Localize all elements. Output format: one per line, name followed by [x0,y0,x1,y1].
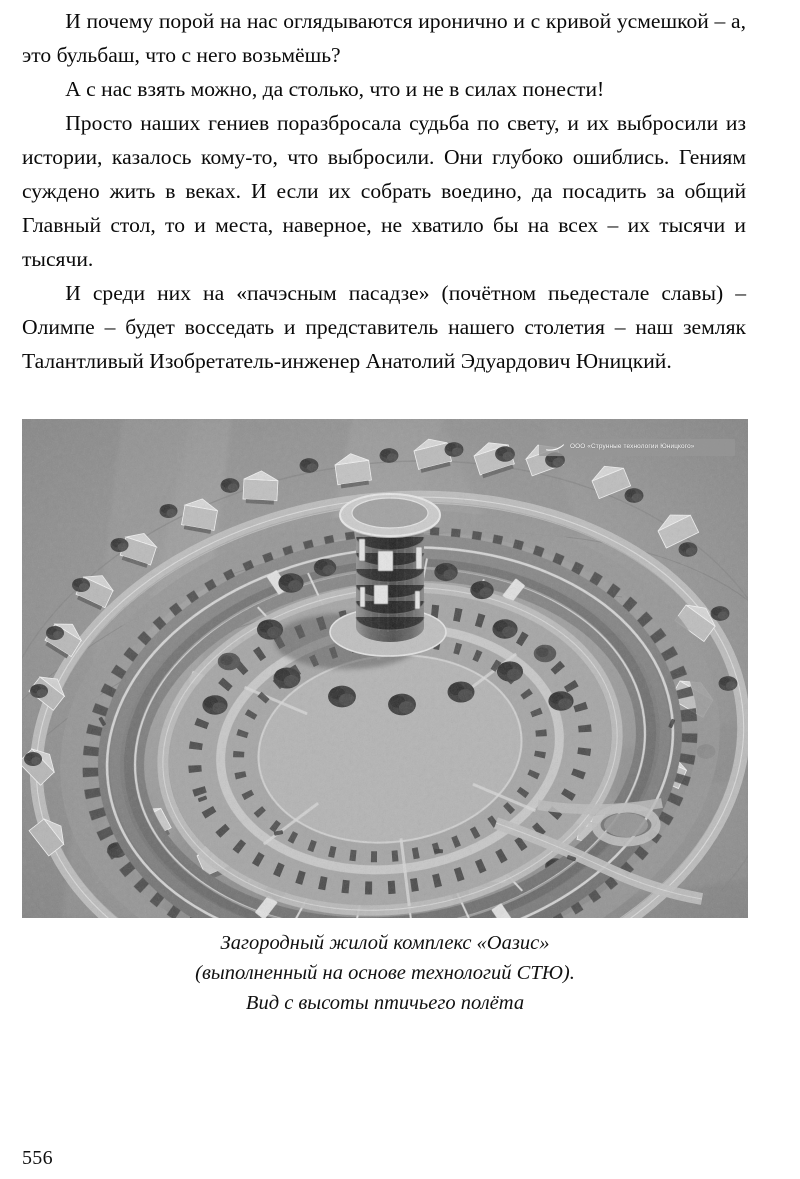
paragraph-1: И почему порой на нас оглядываются иронично и с кривой усмешкой – а, это бульбаш, что с него возьмёшь? [22,9,746,67]
page-number: 556 [22,1147,53,1169]
figure-aerial-photo [22,419,748,918]
body-text-block [22,4,746,378]
caption-line-1: Загородный жилой комплекс «Оазис» [220,932,550,954]
watermark-text: ООО «Струнные технологии Юницкого» [570,443,695,451]
photo-watermark [539,439,735,456]
aerial-photograph [22,419,748,918]
swoosh-mark-icon [544,443,566,452]
figure-caption [22,928,748,1018]
caption-line-2: (выполненный на основе технологий СТЮ). [195,962,575,984]
paragraph-4: И среди них на «пачэсным пасадзе» (почётном пьедестале славы) – Олимпе – будет восседать и представитель нашего столетия – наш земляк Талантливый Изобретатель-инженер Анатолий Эдуардович Юницкий. [22,281,746,373]
paragraph-3: Просто наших гениев поразбросала судьба по свету, и их выбросили из истории, казалось кому-то, что выбросили. Они глубоко ошиблись. Гениям суждено жить в веках. И если их собрать воедино, да посадить за общий Главный стол, то и места, наверное, не хватило бы на всех – их тысячи и тысячи. [22,111,746,271]
paragraph-2: А с нас взять можно, да столько, что и не в силах понести! [65,77,605,101]
caption-line-3: Вид с высоты птичьего полёта [245,992,525,1014]
